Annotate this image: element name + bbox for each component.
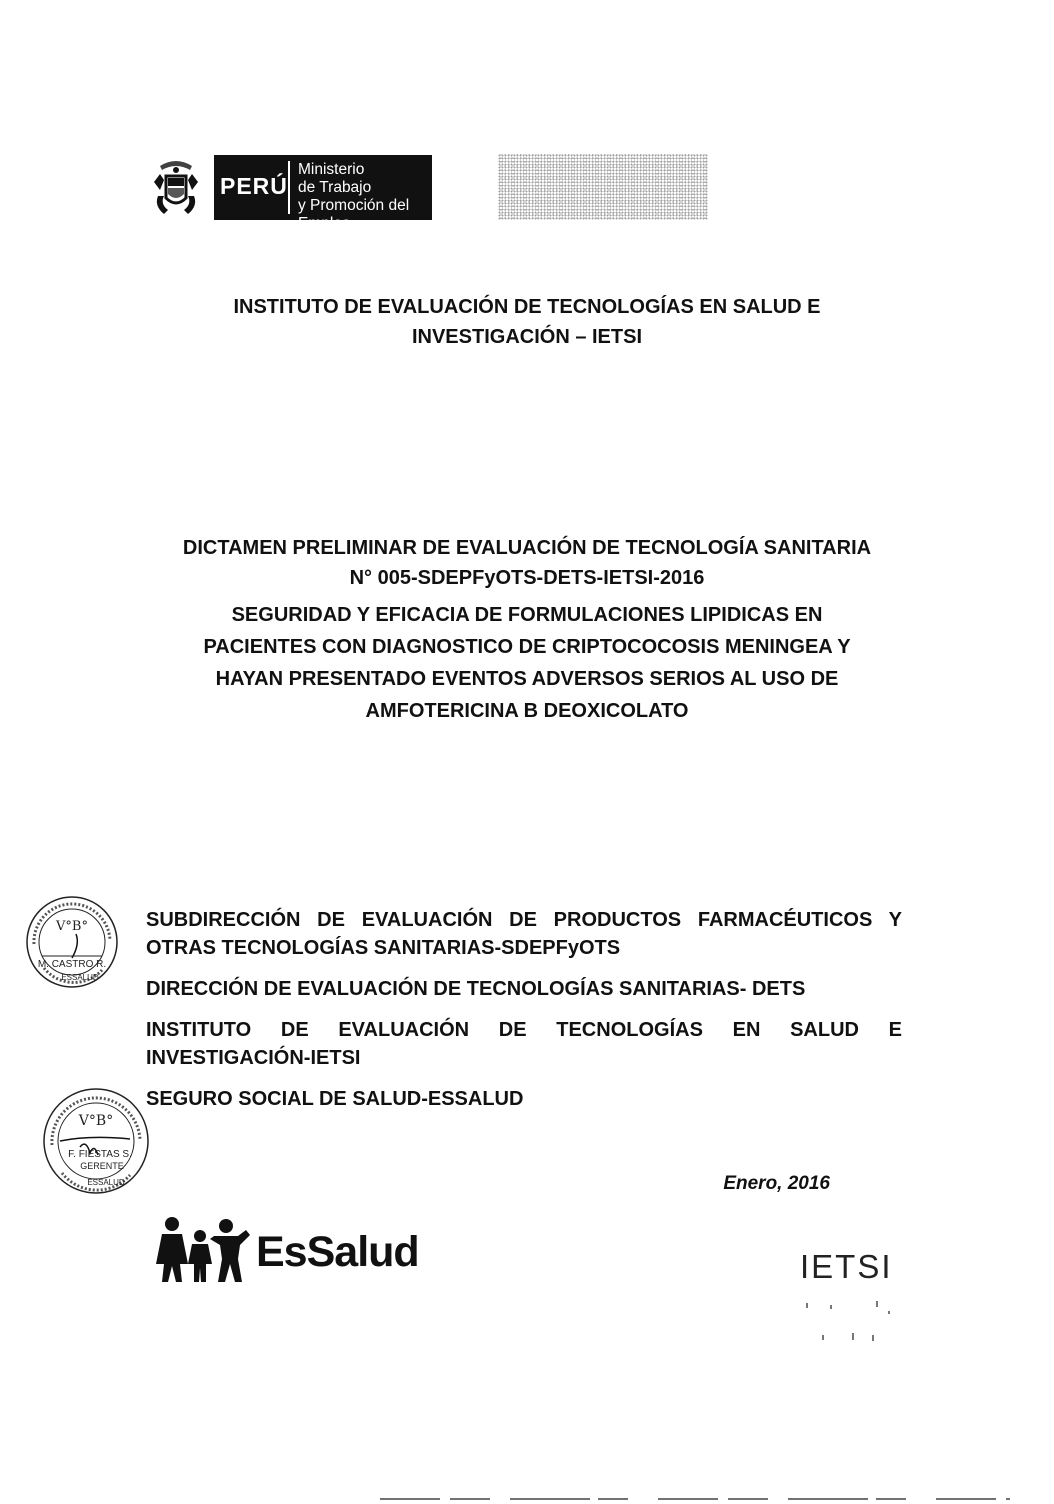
approval-stamp-icon	[40, 1085, 152, 1197]
org-line: OTRAS TECNOLOGÍAS SANITARIAS-SDEPFyOTS	[146, 937, 621, 959]
logo-divider	[288, 161, 290, 214]
peru-coat-of-arms-icon	[146, 152, 206, 222]
subject-line: HAYAN PRESENTADO EVENTOS ADVERSOS SERIOS AL USO DE	[215, 668, 839, 690]
org-dets	[146, 975, 902, 1003]
stamp-name: M. CASTRO R.	[37, 959, 107, 970]
ministry-banner	[146, 152, 708, 232]
dictamen-title-line: DICTAMEN PRELIMINAR DE EVALUACIÓN DE TECNOLOGÍA SANITARIA	[182, 537, 872, 559]
peru-ministry-logo	[214, 155, 432, 232]
essalud-wordmark: EsSalud	[256, 1228, 419, 1276]
scan-artifacts	[800, 1295, 900, 1355]
org-line: SUBDIRECCIÓN DE EVALUACIÓN DE PRODUCTOS FARMACÉUTICOS Y	[146, 909, 902, 931]
approval-stamp-icon	[24, 894, 120, 990]
country-label: PERÚ	[220, 173, 288, 199]
ministry-name	[298, 161, 432, 233]
org-ietsi	[146, 1016, 902, 1072]
stamp-org: ESSALUD	[87, 1178, 125, 1187]
organization-list	[146, 906, 902, 1126]
subject-line: SEGURIDAD Y EFICACIA DE FORMULACIONES LIPIDICAS EN	[231, 604, 823, 626]
stamp-vb: V°B°	[78, 1113, 114, 1129]
org-line: INVESTIGACIÓN-IETSI	[146, 1047, 361, 1069]
institute-heading-line: INSTITUTO DE EVALUACIÓN DE TECNOLOGÍAS EN SALUD E	[233, 296, 821, 318]
document-date: Enero, 2016	[723, 1173, 830, 1194]
dictamen-number: N° 005-SDEPFyOTS-DETS-IETSI-2016	[349, 567, 705, 589]
dictamen-subject	[0, 599, 1054, 727]
ministry-line: Ministerio	[298, 161, 365, 178]
institute-heading-line: INVESTIGACIÓN – IETSI	[411, 326, 643, 348]
subject-line: AMFOTERICINA B DEOXICOLATO	[365, 700, 689, 722]
essalud-logo	[156, 1214, 446, 1286]
stamp-role: GERENTE	[80, 1161, 124, 1171]
ministry-line: de Trabajo	[298, 179, 372, 196]
ministry-line: y Promoción del Empleo	[298, 197, 410, 232]
org-line: SEGURO SOCIAL DE SALUD-ESSALUD	[146, 1088, 524, 1110]
stamp-org: ESSALUD	[61, 973, 99, 982]
org-subdireccion	[146, 906, 902, 962]
org-essalud	[146, 1085, 902, 1113]
stamp-vb: V°B°	[56, 919, 88, 934]
scan-edge-line	[380, 1497, 1010, 1501]
halftone-banner-pattern	[498, 154, 708, 220]
dictamen-title	[0, 533, 1054, 727]
family-figures-icon	[156, 1214, 256, 1286]
stamp-name: F. FIESTAS S.	[68, 1149, 132, 1160]
institute-heading	[0, 292, 1054, 352]
subject-line: PACIENTES CON DIAGNOSTICO DE CRIPTOCOCOSIS MENINGEA Y	[203, 636, 851, 658]
org-line: INSTITUTO DE EVALUACIÓN DE TECNOLOGÍAS EN SALUD E	[146, 1019, 902, 1041]
org-line: DIRECCIÓN DE EVALUACIÓN DE TECNOLOGÍAS SANITARIAS- DETS	[146, 978, 806, 1000]
ietsi-logo: IETSI	[800, 1248, 893, 1285]
